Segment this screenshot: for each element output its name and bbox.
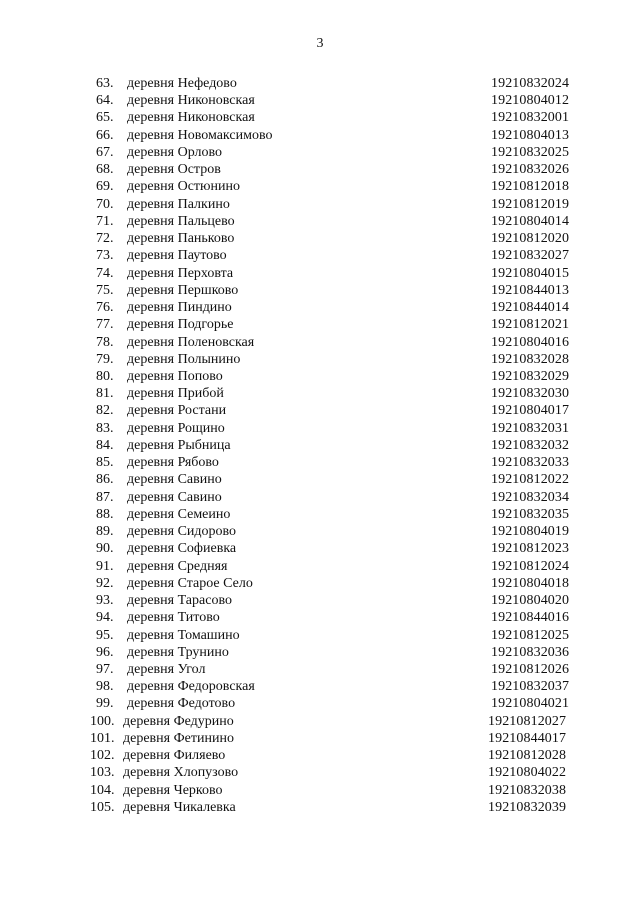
- list-item: [0, 661, 640, 678]
- list-item: [0, 265, 640, 282]
- item-number: 85.: [96, 455, 114, 471]
- item-number: 93.: [96, 593, 114, 609]
- item-number: 87.: [96, 489, 114, 505]
- list-item: [0, 230, 640, 247]
- settlement-code: 19210832024: [491, 76, 570, 91]
- settlement-name: деревня Поленовская: [127, 334, 255, 350]
- settlement-name: деревня Семеино: [127, 506, 231, 522]
- list-item: [0, 402, 640, 419]
- settlement-code: 19210844013: [491, 282, 570, 298]
- list-item: [0, 575, 640, 592]
- settlement-code: 19210804021: [491, 696, 570, 712]
- item-number: 97.: [96, 661, 114, 677]
- settlement-code: 19210812019: [491, 196, 570, 212]
- item-number: 84.: [96, 437, 114, 453]
- list-item: [0, 764, 640, 781]
- settlement-name: деревня Никоновская: [127, 93, 255, 109]
- list-item: [0, 196, 640, 213]
- item-number: 101.: [90, 730, 115, 746]
- settlement-code: 19210844016: [491, 610, 570, 626]
- settlement-name: деревня Сидорово: [127, 524, 237, 540]
- settlement-code: 19210812027: [488, 713, 567, 729]
- list-item: [0, 247, 640, 264]
- item-number: 74.: [96, 265, 114, 281]
- list-item: [0, 161, 640, 178]
- item-number: 71.: [96, 213, 114, 229]
- settlement-name: деревня Никоновская: [127, 110, 255, 126]
- list-item: [0, 730, 640, 747]
- list-item: [0, 523, 640, 540]
- item-number: 67.: [96, 144, 114, 160]
- settlement-name: деревня Средняя: [127, 558, 228, 574]
- settlement-name: деревня Софиевка: [127, 541, 237, 557]
- list-item: [0, 506, 640, 523]
- item-number: 83.: [96, 420, 114, 436]
- list-item: [0, 471, 640, 488]
- item-number: 73.: [96, 248, 114, 264]
- settlement-list: [0, 75, 640, 816]
- settlement-name: деревня Першково: [127, 282, 239, 298]
- list-item: [0, 351, 640, 368]
- list-item: [0, 558, 640, 575]
- settlement-name: деревня Савино: [127, 489, 222, 505]
- settlement-name: деревня Федоровская: [127, 679, 255, 695]
- item-number: 100.: [90, 713, 115, 729]
- settlement-code: 19210832037: [491, 679, 570, 695]
- settlement-name: деревня Рыбница: [127, 437, 231, 453]
- settlement-name: деревня Прибой: [127, 386, 224, 402]
- settlement-name: деревня Филяево: [123, 748, 226, 764]
- list-item: [0, 644, 640, 661]
- settlement-name: деревня Паньково: [127, 231, 235, 247]
- item-number: 78.: [96, 334, 114, 350]
- list-item: [0, 178, 640, 195]
- settlement-code: 19210832001: [491, 110, 570, 126]
- list-item: [0, 127, 640, 144]
- settlement-code: 19210812021: [491, 317, 570, 333]
- settlement-name: деревня Титово: [127, 610, 220, 626]
- settlement-name: деревня Томашино: [127, 627, 240, 643]
- settlement-name: деревня Трунино: [127, 644, 229, 660]
- item-number: 90.: [96, 541, 114, 557]
- item-number: 68.: [96, 162, 114, 178]
- settlement-code: 19210832027: [491, 248, 570, 264]
- settlement-code: 19210804015: [491, 265, 570, 281]
- settlement-name: деревня Черково: [123, 782, 223, 798]
- item-number: 92.: [96, 575, 114, 591]
- settlement-code: 19210844014: [491, 300, 570, 316]
- list-item: [0, 695, 640, 712]
- settlement-name: деревня Паутово: [127, 248, 227, 264]
- item-number: 75.: [96, 282, 114, 298]
- settlement-code: 19210832039: [488, 799, 567, 815]
- item-number: 96.: [96, 644, 114, 660]
- item-number: 94.: [96, 610, 114, 626]
- settlement-code: 19210832038: [488, 782, 567, 798]
- settlement-code: 19210832035: [491, 506, 570, 522]
- settlement-name: деревня Палкино: [127, 196, 230, 212]
- settlement-name: деревня Орлово: [127, 144, 223, 160]
- settlement-name: деревня Подгорье: [127, 317, 234, 333]
- settlement-code: 19210804016: [491, 334, 570, 350]
- item-number: 66.: [96, 127, 114, 143]
- item-number: 98.: [96, 679, 114, 695]
- item-number: 64.: [96, 93, 114, 109]
- settlement-code: 19210844017: [488, 730, 567, 746]
- list-item: [0, 540, 640, 557]
- list-item: [0, 713, 640, 730]
- list-item: [0, 609, 640, 626]
- settlement-code: 19210832033: [491, 455, 570, 471]
- list-item: [0, 213, 640, 230]
- list-item: [0, 489, 640, 506]
- settlement-name: деревня Нефедово: [127, 76, 237, 91]
- item-number: 95.: [96, 627, 114, 643]
- settlement-code: 19210832031: [491, 420, 570, 436]
- settlement-code: 19210832025: [491, 144, 570, 160]
- list-item: [0, 385, 640, 402]
- list-item: [0, 627, 640, 644]
- settlement-code: 19210812020: [491, 231, 570, 247]
- settlement-name: деревня Полынино: [127, 351, 241, 367]
- settlement-name: деревня Старое Село: [127, 575, 253, 591]
- item-number: 105.: [90, 799, 115, 815]
- settlement-code: 19210832030: [491, 386, 570, 402]
- settlement-code: 19210804019: [491, 524, 570, 540]
- settlement-code: 19210804018: [491, 575, 570, 591]
- settlement-name: деревня Пиндино: [127, 300, 232, 316]
- settlement-name: деревня Новомаксимово: [127, 127, 273, 143]
- list-item: [0, 420, 640, 437]
- list-item: [0, 368, 640, 385]
- settlement-code: 19210832029: [491, 368, 570, 384]
- item-number: 72.: [96, 231, 114, 247]
- item-number: 65.: [96, 110, 114, 126]
- settlement-name: деревня Тарасово: [127, 593, 232, 609]
- list-item: [0, 799, 640, 816]
- item-number: 79.: [96, 351, 114, 367]
- settlement-code: 19210804014: [491, 213, 570, 229]
- item-number: 91.: [96, 558, 114, 574]
- settlement-code: 19210832032: [491, 437, 570, 453]
- item-number: 69.: [96, 179, 114, 195]
- settlement-code: 19210832026: [491, 162, 570, 178]
- settlement-name: деревня Ростани: [127, 403, 227, 419]
- settlement-name: деревня Угол: [127, 661, 206, 677]
- page-number: 3: [316, 36, 324, 51]
- item-number: 63.: [96, 76, 114, 91]
- settlement-name: деревня Рябово: [127, 455, 219, 471]
- list-item: [0, 334, 640, 351]
- settlement-name: деревня Рощино: [127, 420, 225, 436]
- list-item: [0, 592, 640, 609]
- settlement-code: 19210804022: [488, 765, 567, 781]
- list-item: [0, 678, 640, 695]
- settlement-code: 19210812023: [491, 541, 570, 557]
- settlement-name: деревня Остров: [127, 162, 221, 178]
- item-number: 77.: [96, 317, 114, 333]
- settlement-name: деревня Фетинино: [123, 730, 234, 746]
- list-item: [0, 144, 640, 161]
- item-number: 89.: [96, 524, 114, 540]
- item-number: 80.: [96, 368, 114, 384]
- settlement-name: деревня Савино: [127, 472, 222, 488]
- settlement-code: 19210812025: [491, 627, 570, 643]
- settlement-code: 19210804013: [491, 127, 570, 143]
- settlement-name: деревня Федотово: [127, 696, 236, 712]
- settlement-code: 19210804017: [491, 403, 570, 419]
- item-number: 81.: [96, 386, 114, 402]
- settlement-name: деревня Попово: [127, 368, 223, 384]
- list-item: [0, 454, 640, 471]
- list-item: [0, 75, 640, 92]
- settlement-code: 19210804020: [491, 593, 570, 609]
- settlement-name: деревня Чикалевка: [123, 799, 236, 815]
- item-number: 103.: [90, 765, 115, 781]
- settlement-code: 19210812028: [488, 748, 567, 764]
- list-item: [0, 437, 640, 454]
- item-number: 102.: [90, 748, 115, 764]
- settlement-name: деревня Пальцево: [127, 213, 235, 229]
- list-item: [0, 92, 640, 109]
- settlement-code: 19210812022: [491, 472, 570, 488]
- settlement-name: деревня Остюнино: [127, 179, 240, 195]
- item-number: 104.: [90, 782, 115, 798]
- settlement-code: 19210804012: [491, 93, 570, 109]
- settlement-name: деревня Хлопузово: [123, 765, 239, 781]
- list-item: [0, 109, 640, 126]
- list-item: [0, 747, 640, 764]
- item-number: 86.: [96, 472, 114, 488]
- item-number: 70.: [96, 196, 114, 212]
- list-item: [0, 316, 640, 333]
- settlement-code: 19210832036: [491, 644, 570, 660]
- settlement-name: деревня Перховта: [127, 265, 234, 281]
- list-item: [0, 299, 640, 316]
- settlement-code: 19210832034: [491, 489, 570, 505]
- list-item: [0, 782, 640, 799]
- settlement-code: 19210812026: [491, 661, 570, 677]
- settlement-code: 19210832028: [491, 351, 570, 367]
- settlement-name: деревня Федурино: [123, 713, 234, 729]
- item-number: 82.: [96, 403, 114, 419]
- list-item: [0, 282, 640, 299]
- item-number: 99.: [96, 696, 114, 712]
- settlement-code: 19210812024: [491, 558, 570, 574]
- item-number: 88.: [96, 506, 114, 522]
- item-number: 76.: [96, 300, 114, 316]
- settlement-code: 19210812018: [491, 179, 570, 195]
